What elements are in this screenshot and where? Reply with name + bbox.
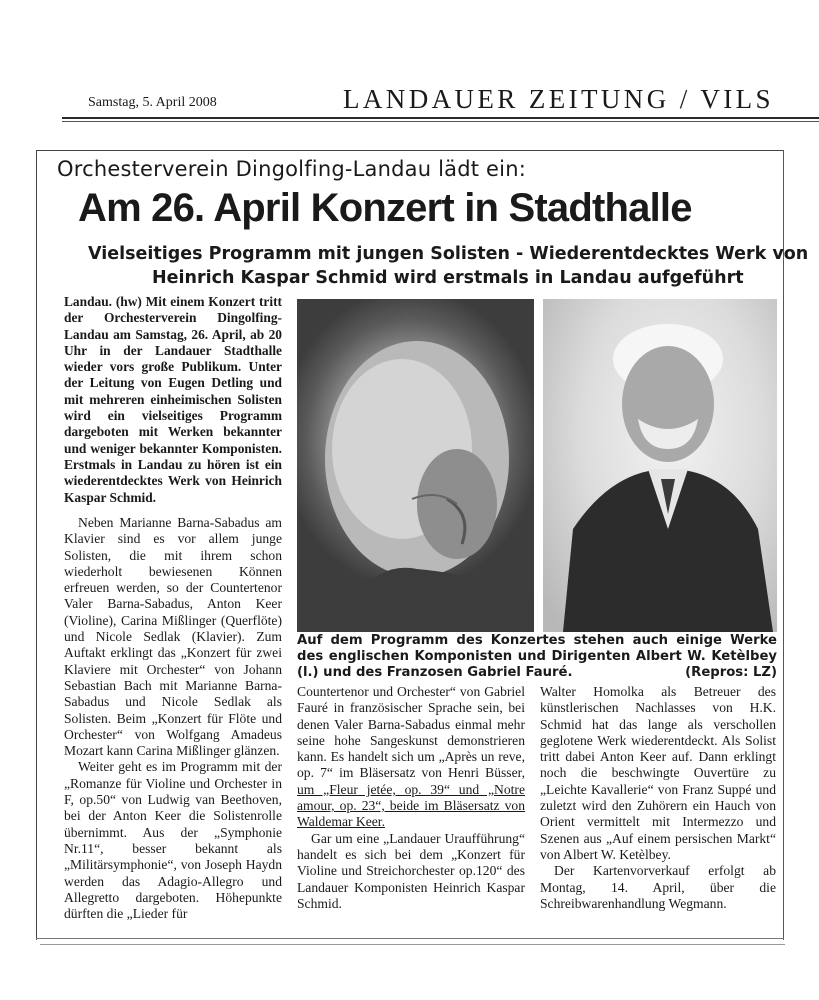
underlined-text: um „Fleur jetée, op. 39“ und „Notre amour, op. 23“, beide im Bläsersatz von Waldemar Keer. — [297, 781, 525, 830]
body-text: Countertenor und Orchester“ von Gabriel Fauré in französischer Sprache sein, bei denen Valer Barna-Sabadus einmal mehr seine hohe Sangeskunst demonstrieren kann. Es handelt sich um „Après un reve, op. 7“ im Bläsersatz von Henri Büsser, — [297, 684, 525, 781]
newspaper-name: LANDAUER ZEITUNG / VILS — [343, 84, 774, 114]
lead-paragraph: Landau. (hw) Mit einem Konzert tritt der Orchesterverein Dingolfing-Landau am Samstag, 26. April, ab 20 Uhr in der Landauer Stadthalle wieder vors große Publikum. Unter der Leitung von Eugen Detling und mit mehreren einheimischen Solisten wird ein vielseitiges Programm dargeboten mit Werken bekannter und weniger bekannter Komponisten. Erstmals in Landau zu hören ist ein wiederentdecktes Werk von Heinrich Kaspar Schmid. — [64, 294, 282, 505]
column-right — [540, 684, 776, 912]
caption-text: Auf dem Programm des Konzertes stehen auch einige Werke des englischen Komponisten und Dirigenten Albert W. Ketèlbey (l.) und des Franzosen Gabriel Fauré. — [297, 633, 777, 680]
masthead-rule — [62, 117, 819, 119]
article-border-top — [36, 150, 784, 151]
article-lead — [64, 294, 282, 506]
body-paragraph: Weiter geht es im Programm mit der „Romanze für Violine und Orchester in F, op.50“ von Ludwig van Beethoven, bei der Anton Keer die Solistenrolle übernimmt. Aus der „Symphonie Nr.11“, besser bekannt als „Militärsymphonie“, von Joseph Haydn werden das Adagio-Allegro und Allegretto dargeboten. Höhepunkte dürften die „Lieder für — [64, 759, 282, 922]
body-paragraph: Neben Marianne Barna-Sabadus am Klavier sind es vor allem junge Solisten, die mit ihrem schon wiederholt bewiesenen Können erfreuen werden, so der Countertenor Valer Barna-Sabadus, Anton Keer (Violine), Carina Mißlinger (Querflöte) und Nicole Sedlak (Klavier). Zum Auftakt erklingt das „Konzert für zwei Klaviere mit Orchester“ von Johann Sebastian Bach mit Marianne Barna-Sabadus und Nicole Sedlak als Solisten. Beim „Konzert für Flöte und Orchester“ von Wolfgang Amadeus Mozart kann Carina Mißlinger glänzen. — [64, 515, 282, 759]
article-border-left — [36, 150, 37, 940]
photo-caption — [297, 633, 777, 681]
article-subheadline-line-2: Heinrich Kaspar Schmid wird erstmals in Landau aufgeführt — [152, 268, 744, 288]
page-bottom-rule — [40, 944, 785, 945]
column-middle — [297, 684, 525, 912]
photo-faure — [543, 299, 777, 632]
issue-date: Samstag, 5. April 2008 — [88, 95, 217, 110]
article-subheadline-line-1: Vielseitiges Programm mit jungen Solisten - Wiederentdecktes Werk von — [88, 244, 809, 264]
portrait-right-icon — [543, 299, 777, 632]
photo-ketelbey — [297, 299, 534, 632]
photo-credit: (Repros: LZ) — [685, 665, 777, 680]
body-paragraph: Der Kartenvorverkauf erfolgt ab Montag, 14. April, über die Schreibwarenhandlung Wegmann. — [540, 863, 776, 911]
article-headline: Am 26. April Konzert in Stadthalle — [78, 186, 692, 230]
body-paragraph: Walter Homolka als Betreuer des künstlerischen Nachlasses von H.K. Schmid hat das lange als verschollen geglotene Werk wiederentdeckt. Als Solist tritt dabei Anton Keer auf. Dann erklingt noch die beschwingte Ouvertüre zu „Leichte Kavallerie“ von Franz Suppé und zuletzt wird den Zuhörern ein Hauch von Orient vermittelt mit Intermezzo und Szenen aus „Auf einem persischen Markt“ von Albert W. Ketèlbey. — [540, 684, 776, 862]
masthead-rule-thin — [62, 121, 819, 122]
body-paragraph: Gar um eine „Landauer Uraufführung“ handelt es sich bei dem „Konzert für Violine und Streichorchester op.120“ des Landauer Komponisten Heinrich Kaspar Schmid. — [297, 830, 525, 911]
column-left — [64, 515, 282, 922]
article-border-right — [783, 150, 784, 940]
body-paragraph — [297, 684, 525, 831]
article-kicker: Orchesterverein Dingolfing-Landau lädt ein: — [57, 157, 526, 181]
portrait-left-icon — [297, 299, 534, 632]
article-border-bottom — [36, 938, 784, 939]
